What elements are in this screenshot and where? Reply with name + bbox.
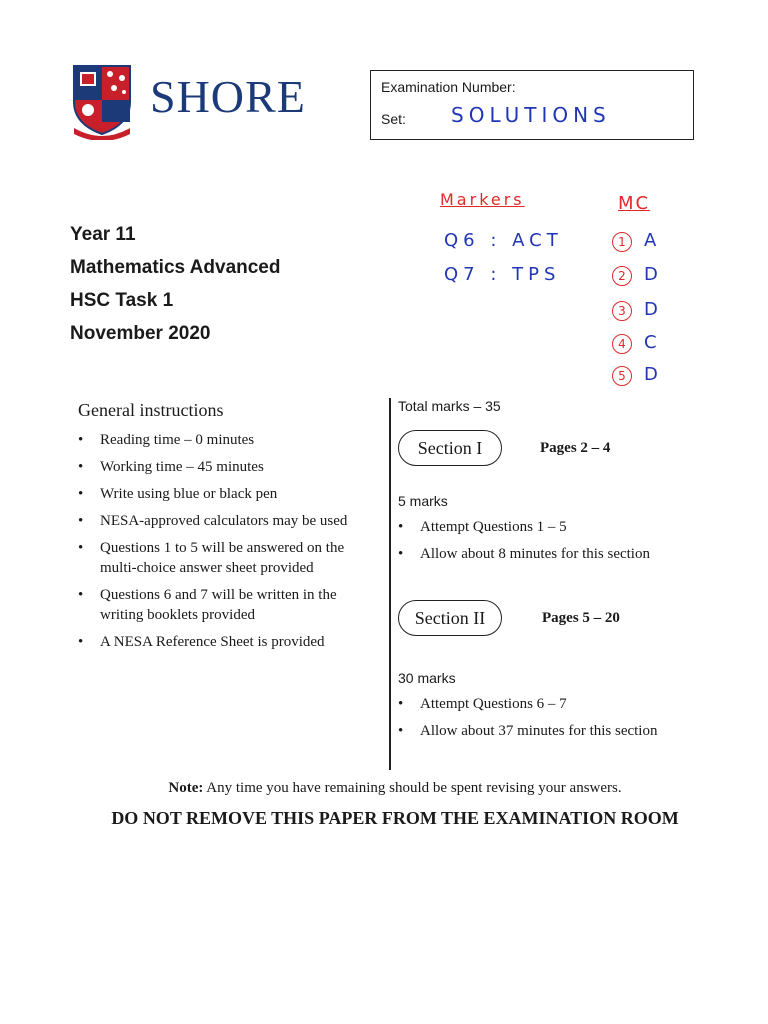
note-text: Any time you have remaining should be spent revising your answers. bbox=[203, 780, 622, 796]
markers-title: Markers bbox=[440, 190, 525, 209]
list-item bbox=[78, 511, 383, 531]
bullet-icon: • bbox=[78, 432, 84, 448]
general-instructions-heading: General instructions bbox=[78, 400, 224, 420]
total-marks: Total marks – 35 bbox=[398, 398, 501, 414]
note-label: Note: bbox=[168, 780, 204, 796]
section-instruction-text: Attempt Questions 6 – 7 bbox=[420, 696, 567, 712]
mc-answer: D bbox=[644, 299, 658, 320]
list-item bbox=[78, 585, 383, 625]
bullet-icon: • bbox=[78, 513, 84, 529]
mc-question-number: 5 bbox=[612, 366, 632, 386]
section-2-pages: Pages 5 – 20 bbox=[542, 610, 620, 626]
section-instruction-text: Allow about 37 minutes for this section bbox=[420, 723, 658, 739]
instruction-text: NESA-approved calculators may be used bbox=[100, 513, 348, 529]
section-2-list bbox=[398, 694, 728, 748]
instruction-text: Working time – 45 minutes bbox=[100, 459, 264, 475]
date-title: November 2020 bbox=[70, 323, 211, 344]
set-label: Set: bbox=[381, 111, 406, 127]
school-crest-icon bbox=[70, 62, 134, 140]
list-item bbox=[78, 457, 383, 477]
mc-answer-row bbox=[612, 301, 692, 327]
instruction-text: Write using blue or black pen bbox=[100, 486, 278, 502]
list-item bbox=[398, 694, 728, 714]
bullet-icon: • bbox=[78, 634, 84, 650]
mc-question-number: 3 bbox=[612, 301, 632, 321]
mc-answer-row bbox=[612, 266, 692, 292]
section-instruction-text: Attempt Questions 1 – 5 bbox=[420, 519, 567, 535]
mc-answer-row bbox=[612, 366, 692, 392]
bullet-icon: • bbox=[78, 540, 84, 556]
section-1-pages: Pages 2 – 4 bbox=[540, 440, 611, 456]
instruction-text: A NESA Reference Sheet is provided bbox=[100, 634, 325, 650]
set-value-handwritten: SOLUTIONS bbox=[451, 103, 611, 127]
mc-answer-row bbox=[612, 232, 692, 258]
mc-answer: D bbox=[644, 364, 658, 385]
section-1-label: Section I bbox=[398, 430, 502, 466]
bullet-icon: • bbox=[398, 519, 404, 535]
mc-title: MC bbox=[618, 193, 651, 214]
mc-question-number: 2 bbox=[612, 266, 632, 286]
section-2-label: Section II bbox=[398, 600, 502, 636]
mc-answer: D bbox=[644, 264, 658, 285]
section-1-list bbox=[398, 517, 728, 571]
marker-q6: Q6 : ACT bbox=[444, 230, 563, 251]
task-title: HSC Task 1 bbox=[70, 290, 174, 311]
list-item bbox=[78, 430, 383, 450]
subject-title: Mathematics Advanced bbox=[70, 257, 281, 278]
instruction-text: Questions 6 and 7 will be written in the writing booklets provided bbox=[100, 587, 337, 623]
list-item bbox=[78, 632, 383, 652]
marker-q7: Q7 : TPS bbox=[444, 264, 561, 285]
year-title: Year 11 bbox=[70, 224, 136, 245]
list-item bbox=[398, 544, 728, 564]
list-item bbox=[398, 517, 728, 537]
note bbox=[0, 780, 768, 797]
bullet-icon: • bbox=[398, 696, 404, 712]
section-1-marks: 5 marks bbox=[398, 493, 448, 509]
general-instructions-list bbox=[78, 430, 383, 659]
mc-question-number: 1 bbox=[612, 232, 632, 252]
examination-box bbox=[370, 70, 694, 140]
examination-number-label: Examination Number: bbox=[381, 79, 516, 95]
mc-answer: C bbox=[644, 332, 657, 353]
bullet-icon: • bbox=[78, 459, 84, 475]
bullet-icon: • bbox=[78, 486, 84, 502]
mc-answer: A bbox=[644, 230, 657, 251]
list-item bbox=[398, 721, 728, 741]
bullet-icon: • bbox=[398, 546, 404, 562]
instruction-text: Reading time – 0 minutes bbox=[100, 432, 255, 448]
column-divider bbox=[389, 398, 391, 770]
list-item bbox=[78, 484, 383, 504]
bullet-icon: • bbox=[78, 587, 84, 603]
school-name: SHORE bbox=[150, 71, 306, 122]
section-instruction-text: Allow about 8 minutes for this section bbox=[420, 546, 650, 562]
instruction-text: Questions 1 to 5 will be answered on the multi-choice answer sheet provided bbox=[100, 540, 345, 576]
bullet-icon: • bbox=[398, 723, 404, 739]
mc-answer-row bbox=[612, 334, 692, 360]
list-item bbox=[78, 538, 383, 578]
do-not-remove-warning: DO NOT REMOVE THIS PAPER FROM THE EXAMINATION ROOM bbox=[111, 808, 679, 828]
section-2-marks: 30 marks bbox=[398, 670, 456, 686]
mc-question-number: 4 bbox=[612, 334, 632, 354]
